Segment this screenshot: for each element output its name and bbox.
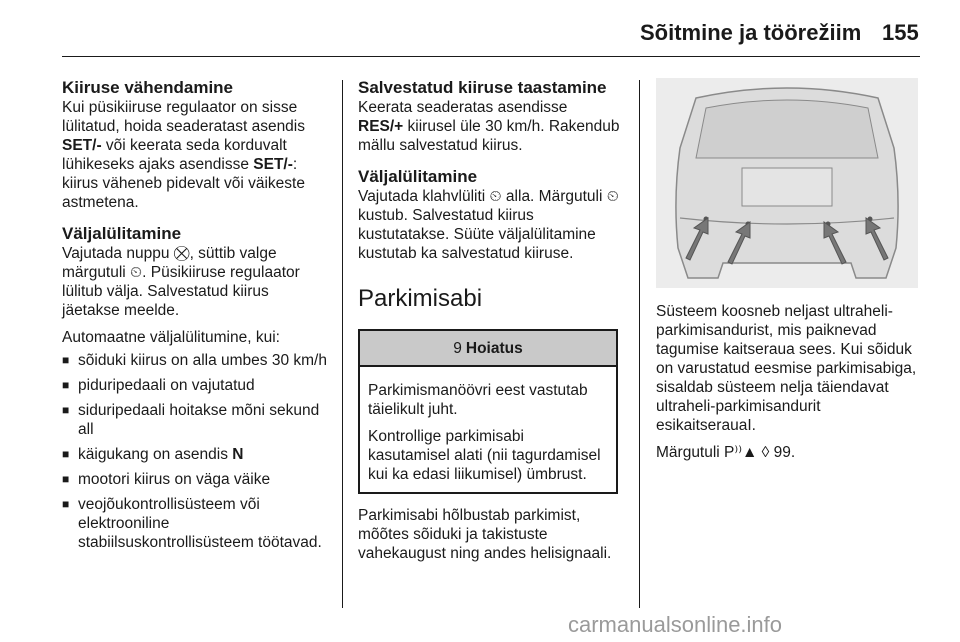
column-2 <box>358 78 628 563</box>
column-1 <box>62 78 328 558</box>
list-item: ■ piduripedaali on vajutatud <box>62 376 328 395</box>
page-number: 155 <box>882 20 919 45</box>
section-title: Salvestatud kiiruse taastamine <box>358 78 607 97</box>
section-title: Kiiruse vähendamine <box>62 78 234 97</box>
bullet-list <box>62 351 328 552</box>
warning-text: Parkimismanöövri eest vastutab täielikult juht. <box>368 382 588 418</box>
warning-icon: 9 <box>453 339 462 357</box>
rear-bumper-sensor-illustration <box>656 78 918 288</box>
warning-body <box>360 367 616 492</box>
column-divider <box>639 80 640 608</box>
paragraph: Keerata seaderatas asendisse RES/+ kiirusel üle 30 km/h. Rakendub mällu salvestatud kiirus. <box>358 99 620 154</box>
watermark: carmanualsonline.info <box>568 612 783 637</box>
warning-box <box>358 329 618 494</box>
warning-text: Kontrollige parkimisabi kasutamisel alati (nii tagurdamisel kui ka edasi liikumisel) ümbrust. <box>368 428 601 483</box>
column-divider <box>342 80 343 608</box>
warning-header <box>360 331 616 367</box>
section-title: Väljalülitamine <box>62 224 182 243</box>
paragraph: Parkimisabi hõlbustab parkimist, mõõtes sõiduki ja takistuste vahekaugust ning andes helisignaali. <box>358 507 612 562</box>
paragraph: Vajutada klahvlüliti ⏲ alla. Märgutuli ⏲ kustub. Salvestatud kiirus kustutatakse. Süüte väljalülitamine kustutab ka salvestatud kiiruse. <box>358 188 619 262</box>
chapter-heading: Parkimisabi <box>358 285 483 312</box>
paragraph: Kui püsikiiruse regulaator on sisse lülitatud, hoida seaderatast asendis SET/- või keerata seda korduvalt lühikeseks ajaks asendisse SET/-: kiirus väheneb pidevalt või väikeste astmetena. <box>62 99 305 211</box>
car-rear-icon <box>656 78 918 288</box>
list-item: ■ sõiduki kiirus on alla umbes 30 km/h <box>62 351 328 370</box>
header-rule <box>62 56 920 57</box>
paragraph: Vajutada nuppu ⛒, süttib valge märgutuli ⏲. Püsikiiruse regulaator lülitub välja. Salvestatud kiirus jäetakse meelde. <box>62 245 300 319</box>
list-item: ■ siduripedaali hoitakse mõni sekund all <box>62 401 328 439</box>
section-title: Väljalülitamine <box>358 167 478 186</box>
column-3 <box>656 302 922 462</box>
list-item: ■ käigukang on asendis N <box>62 445 328 464</box>
list-item: ■ mootori kiirus on väga väike <box>62 470 328 489</box>
paragraph: Süsteem koosneb neljast ultraheli-parkimisandurist, mis paiknevad tagumise kaitseraua sees. Kui sõiduk on varustatud eesmise parkimisabiga, sisaldab süsteem nelja täiendavat ultraheli-parkimisandurit esikaitserauaI. <box>656 303 917 434</box>
warning-title: Hoiatus <box>465 339 523 357</box>
paragraph: Märgutuli P⁾⁾▲ ◊ 99. <box>656 444 796 461</box>
list-item: ■ veojõukontrollisüsteem või elektrooniline stabiilsuskontrollisüsteem töötavad. <box>62 495 328 552</box>
paragraph: Automaatne väljalülitumine, kui: <box>62 329 280 346</box>
page-header-title: Sõitmine ja töörežiim <box>640 20 862 45</box>
